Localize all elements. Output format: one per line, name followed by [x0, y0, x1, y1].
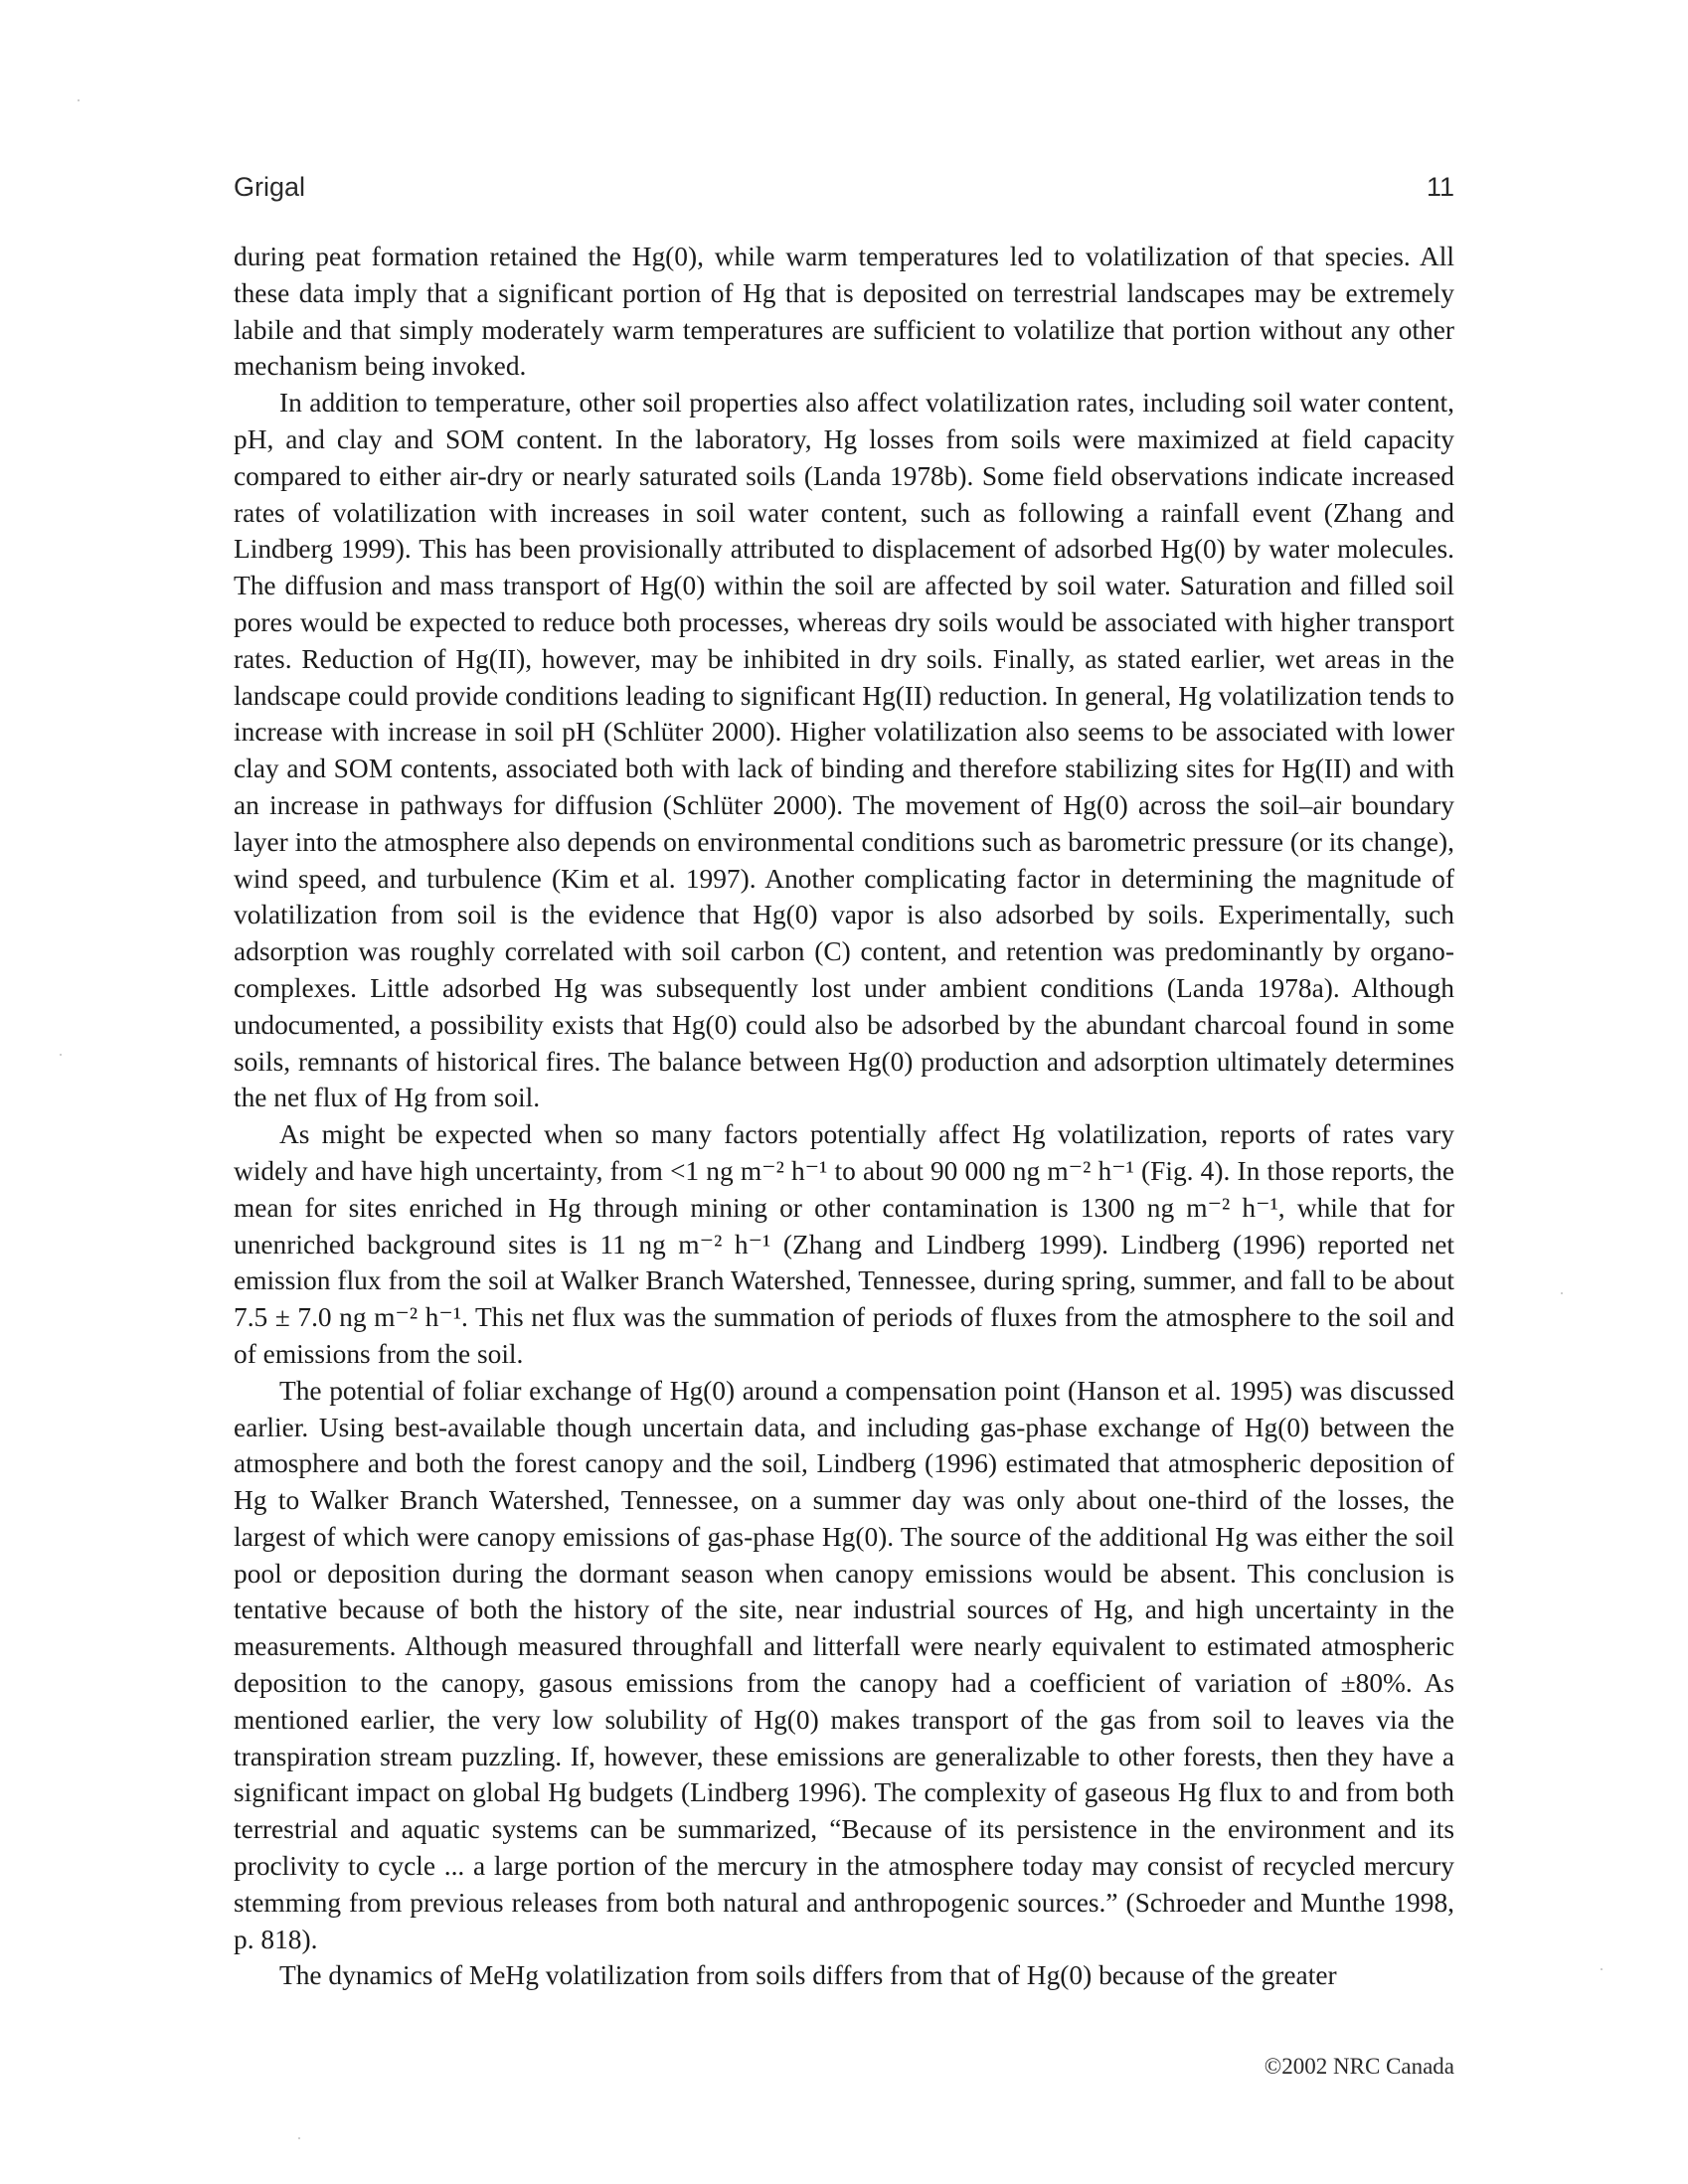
paragraph-mehg-volatilization: The dynamics of MeHg volatilization from soils differs from that of Hg(0) because of the greater	[279, 1960, 1337, 1991]
running-header	[234, 172, 1454, 212]
paragraph-soil-properties: In addition to temperature, other soil properties also affect volatilization rates, including soil water content, pH, and clay and SOM content. In the laboratory, Hg losses from soils were maximized at field capacity compared to either air-dry or nearly saturated soils (Landa 1978b). Some field observations indicate increased rates of volatilization with increases in soil water content, such as following a rainfall event (Zhang and Lindberg 1999). This has been provisionally attributed to displacement of adsorbed Hg(0) by water molecules. The diffusion and mass transport of Hg(0) within the soil are affected by soil water. Saturation and filled soil pores would be expected to reduce both processes, whereas dry soils would be associated with higher transport rates. Reduction of Hg(II), however, may be inhibited in dry soils. Finally, as stated earlier, wet areas in the landscape could provide conditions leading to significant Hg(II) reduction. In general, Hg volatilization tends to increase with increase in soil pH (Schlüter 2000). Higher volatilization also seems to be associated with lower clay and SOM contents, associated both with lack of binding and therefore stabilizing sites for Hg(II) and with an increase in pathways for diffusion (Schlüter 2000). The movement of Hg(0) across the soil–air boundary layer into the atmosphere also depends on environmental conditions such as barometric pressure (or its change), wind speed, and turbulence (Kim et al. 1997). Another complicating factor in determining the magnitude of volatilization from soil is the evidence that Hg(0) vapor is also adsorbed by soils. Experimentally, such adsorption was roughly correlated with soil carbon (C) content, and retention was predominantly by organo-complexes. Little adsorbed Hg was subsequently lost under ambient conditions (Landa 1978a). Although undocumented, a possibility exists that Hg(0) could also be adsorbed by the abundant charcoal found in some soils, remnants of historical fires. The balance between Hg(0) production and adsorption ultimately determines the net flux of Hg from soil.	[234, 388, 1454, 1113]
scan-speck	[78, 99, 80, 101]
paragraph-volatilization-rates: As might be expected when so many factors potentially affect Hg volatilization, reports of rates vary widely and have high uncertainty, from <1 ng m⁻² h⁻¹ to about 90 000 ng m⁻² h⁻¹ (Fig. 4). In those reports, the mean for sites enriched in Hg through mining or other contamination is 1300 ng m⁻² h⁻¹, while that for unenriched background sites is 11 ng m⁻² h⁻¹ (Zhang and Lindberg 1999). Lindberg (1996) reported net emission flux from the soil at Walker Branch Watershed, Tennessee, during spring, summer, and fall to be about 7.5 ± 7.0 ng m⁻² h⁻¹. This net flux was the summation of periods of fluxes from the atmosphere to the soil and of emissions from the soil.	[234, 1119, 1454, 1369]
paragraph-foliar-exchange: The potential of foliar exchange of Hg(0) around a compensation point (Hanson et al. 1995) was discussed earlier. Using best-available though uncertain data, and including gas-phase exchange of Hg(0) between the atmosphere and both the forest canopy and the soil, Lindberg (1996) estimated that atmospheric deposition of Hg to Walker Branch Watershed, Tennessee, on a summer day was only about one-third of the losses, the largest of which were canopy emissions of gas-phase Hg(0). The source of the additional Hg was either the soil pool or deposition during the dormant season when canopy emissions would be absent. This conclusion is tentative because of both the history of the site, near industrial sources of Hg, and high uncertainty in the measurements. Although measured throughfall and litterfall were nearly equivalent to estimated atmospheric deposition to the canopy, gasous emissions from the canopy had a coefficient of variation of ±80%. As mentioned earlier, the very low solubility of Hg(0) makes transport of the gas from soil to leaves via the transpiration stream puzzling. If, however, these emissions are generalizable to other forests, then they have a significant impact on global Hg budgets (Lindberg 1996). The complexity of gaseous Hg flux to and from both terrestrial and aquatic systems can be summarized, “Because of its persistence in the environment and its proclivity to cycle ... a large portion of the mercury in the atmosphere today may consist of recycled mercury stemming from previous releases from both natural and anthropogenic sources.” (Schroeder and Munthe 1998, p. 818).	[234, 1375, 1454, 1954]
running-head-author: Grigal	[234, 172, 306, 202]
copyright-footer: ©2002 NRC Canada	[1264, 2054, 1454, 2079]
scan-speck	[1601, 1968, 1603, 1970]
scan-speck	[60, 1054, 62, 1056]
article-body	[234, 239, 1454, 1994]
page-number: 11	[1426, 172, 1454, 202]
scan-speck	[298, 2137, 300, 2139]
scan-speck	[1561, 1292, 1563, 1294]
paragraph-continuation: during peat formation retained the Hg(0), while warm temperatures led to volatilization of that species. All these data imply that a significant portion of Hg that is deposited on terrestrial landscapes may be extremely labile and that simply moderately warm temperatures are sufficient to volatilize that portion without any other mechanism being invoked.	[234, 242, 1454, 382]
